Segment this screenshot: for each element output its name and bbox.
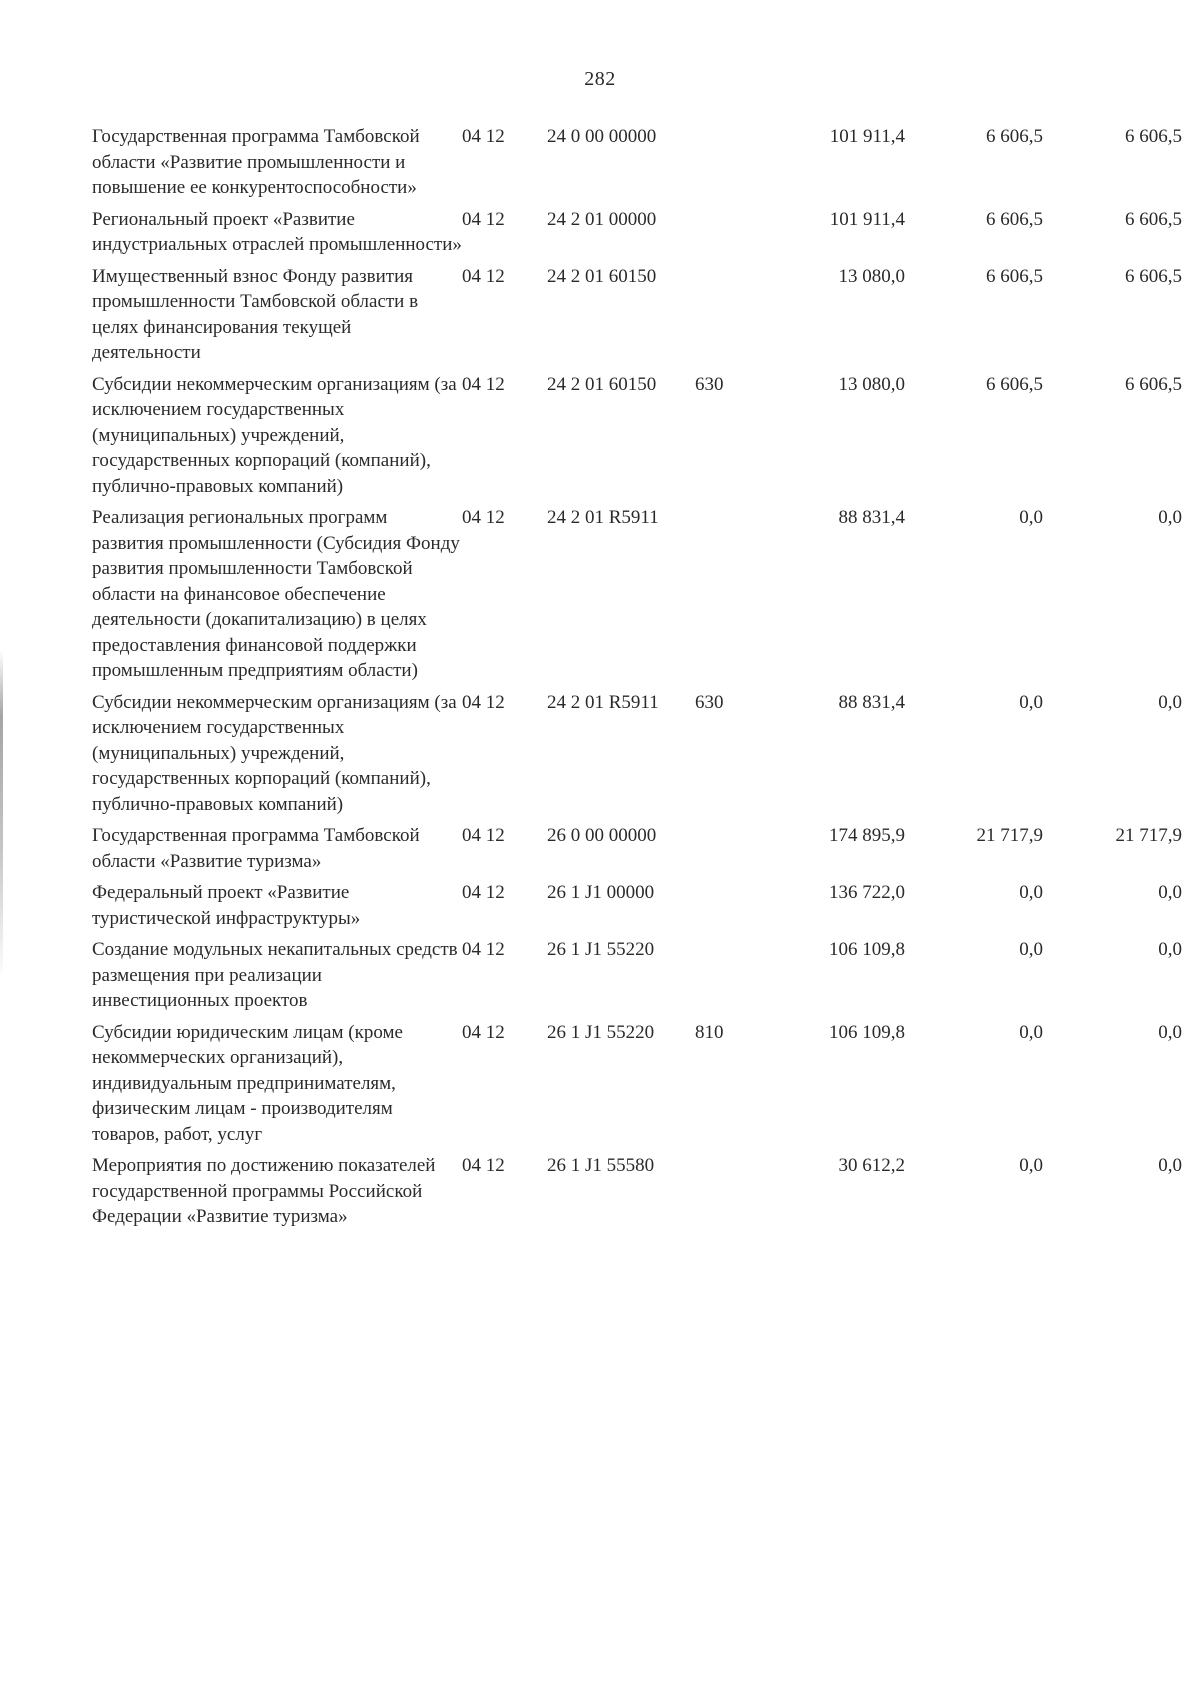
- page-number: 282: [584, 68, 616, 90]
- row-expense-type: [695, 207, 745, 264]
- scan-edge-shadow: [0, 650, 3, 980]
- row-expense-type: 810: [695, 1021, 724, 1043]
- row-name: Мероприятия по достижению показателей государственной программы Российской Федерации «Развитие туризма»: [92, 1155, 436, 1227]
- row-amount-2: 0,0: [1019, 882, 1043, 903]
- row-amount-1: 101 911,4: [829, 208, 905, 230]
- table-row: [92, 937, 1182, 1020]
- row-expense-type: [695, 264, 745, 372]
- row-target-code: 26 0 00 00000: [547, 825, 657, 846]
- row-amount-1: 101 911,4: [829, 126, 905, 147]
- row-amount-1: 174 895,9: [829, 825, 905, 846]
- row-section: 04 12: [462, 126, 505, 147]
- row-amount-2: 6 606,5: [986, 265, 1043, 287]
- row-name: Субсидии некоммерческим организациям (за исключением государственных (муниципальных) учреждений, государственных корпораций (компаний), публично-правовых компаний): [92, 691, 457, 815]
- row-section: 04 12: [462, 1155, 505, 1176]
- row-amount-1: 106 109,8: [829, 939, 905, 960]
- row-expense-type: 630: [695, 373, 724, 395]
- row-name: Федеральный проект «Развитие туристической инфраструктуры»: [92, 882, 361, 929]
- row-amount-3: 6 606,5: [1125, 208, 1182, 230]
- row-target-code: 24 2 01 60150: [547, 373, 657, 395]
- table-row: [92, 124, 1182, 207]
- row-expense-type: [695, 880, 745, 937]
- row-amount-1: 136 722,0: [829, 882, 905, 903]
- row-name: Имущественный взнос Фонду развития промышленности Тамбовской области в целях финансирования текущей деятельности: [92, 265, 419, 363]
- row-target-code: 24 2 01 R5911: [547, 507, 659, 528]
- row-amount-2: 0,0: [1019, 691, 1043, 713]
- row-name: Реализация региональных программ развития промышленности (Субсидия Фонду развития промышленности Тамбовской области на финансовое обеспечение деятельности (докапитализацию) в целях предоставления финансовой поддержки промышленным предприятиям области): [92, 507, 460, 681]
- row-target-code: 24 0 00 00000: [547, 126, 657, 147]
- row-amount-3: 0,0: [1158, 507, 1182, 528]
- table-row: [92, 1020, 1182, 1154]
- row-target-code: 24 2 01 R5911: [547, 691, 659, 713]
- row-amount-3: 21 717,9: [1115, 825, 1182, 846]
- row-section: 04 12: [462, 825, 505, 846]
- table-row: [92, 207, 1182, 264]
- table-row: [92, 1153, 1182, 1236]
- table-row: [92, 823, 1182, 880]
- row-amount-2: 0,0: [1019, 939, 1043, 960]
- row-amount-1: 88 831,4: [838, 507, 905, 528]
- row-amount-2: 0,0: [1019, 1021, 1043, 1043]
- row-name: Субсидии юридическим лицам (кроме некоммерческих организаций), индивидуальным предпринимателям, физическим лицам - производителям товаров, работ, услуг: [92, 1021, 403, 1145]
- row-target-code: 26 1 J1 55580: [547, 1155, 655, 1176]
- row-amount-3: 6 606,5: [1125, 373, 1182, 395]
- row-target-code: 26 1 J1 55220: [547, 1021, 655, 1043]
- row-name: Региональный проект «Развитие индустриальных отраслей промышленности»: [92, 208, 462, 255]
- row-expense-type: [695, 1153, 745, 1236]
- row-section: 04 12: [462, 265, 505, 287]
- row-amount-3: 6 606,5: [1125, 126, 1182, 147]
- row-target-code: 24 2 01 60150: [547, 265, 657, 287]
- row-name: Государственная программа Тамбовской области «Развитие промышленности и повышение ее конкурентоспособности»: [92, 126, 420, 198]
- table-row: [92, 372, 1182, 506]
- row-amount-1: 106 109,8: [829, 1021, 905, 1043]
- row-amount-1: 30 612,2: [838, 1155, 905, 1176]
- row-expense-type: [695, 823, 745, 880]
- table-row: [92, 880, 1182, 937]
- row-section: 04 12: [462, 208, 505, 230]
- row-target-code: 26 1 J1 55220: [547, 939, 655, 960]
- row-section: 04 12: [462, 882, 505, 903]
- row-section: 04 12: [462, 373, 505, 395]
- row-amount-1: 88 831,4: [838, 691, 905, 713]
- row-expense-type: [695, 505, 745, 690]
- row-section: 04 12: [462, 939, 505, 960]
- row-section: 04 12: [462, 691, 505, 713]
- row-section: 04 12: [462, 1021, 505, 1043]
- row-amount-2: 6 606,5: [986, 373, 1043, 395]
- row-amount-2: 21 717,9: [976, 825, 1043, 846]
- table-row: [92, 690, 1182, 824]
- table-row: [92, 264, 1182, 372]
- row-amount-1: 13 080,0: [838, 265, 905, 287]
- row-name: Государственная программа Тамбовской области «Развитие туризма»: [92, 825, 420, 872]
- budget-table: [92, 124, 1182, 1236]
- row-target-code: 24 2 01 00000: [547, 208, 657, 230]
- row-target-code: 26 1 J1 00000: [547, 882, 655, 903]
- row-amount-2: 6 606,5: [986, 126, 1043, 147]
- row-amount-1: 13 080,0: [838, 373, 905, 395]
- row-name: Субсидии некоммерческим организациям (за исключением государственных (муниципальных) учреждений, государственных корпораций (компаний), публично-правовых компаний): [92, 373, 457, 497]
- row-expense-type: [695, 124, 745, 207]
- row-amount-2: 6 606,5: [986, 208, 1043, 230]
- row-amount-2: 0,0: [1019, 507, 1043, 528]
- row-amount-3: 0,0: [1158, 882, 1182, 903]
- row-amount-3: 6 606,5: [1125, 265, 1182, 287]
- row-amount-3: 0,0: [1158, 1021, 1182, 1043]
- table-row: [92, 505, 1182, 690]
- row-expense-type: [695, 937, 745, 1020]
- budget-table-body: [92, 124, 1182, 1236]
- row-amount-3: 0,0: [1158, 1155, 1182, 1176]
- row-amount-2: 0,0: [1019, 1155, 1043, 1176]
- row-amount-3: 0,0: [1158, 691, 1182, 713]
- row-expense-type: 630: [695, 691, 724, 713]
- row-name: Создание модульных некапитальных средств размещения при реализации инвестиционных проектов: [92, 939, 458, 1011]
- row-amount-3: 0,0: [1158, 939, 1182, 960]
- row-section: 04 12: [462, 507, 505, 528]
